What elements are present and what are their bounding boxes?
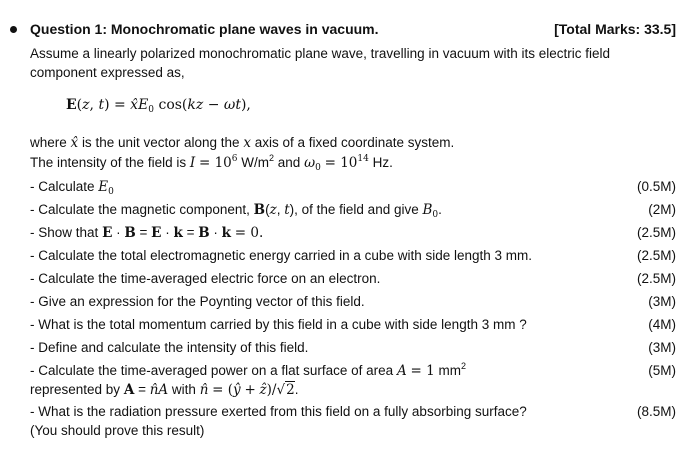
list-item: - What is the radiation pressure exerted from this field on a fully absorbing surface? [30, 404, 527, 419]
unit-vector-definition: where x̂ is the unit vector along the x axis of a fixed coordinate system. [30, 135, 455, 151]
total-marks: [Total Marks: 33.5] [554, 21, 676, 37]
list-item: - Calculate $E_0$ [30, 179, 114, 197]
item-text: - Calculate [30, 179, 95, 194]
item-unit: mm [438, 363, 461, 378]
item-mark: (2.5M) [636, 225, 676, 240]
item-mark: (3M) [648, 340, 676, 355]
where-tail: axis of a fixed coordinate system. [254, 135, 455, 150]
intro-line-2: component expressed as, [30, 65, 185, 80]
electric-field-equation: E(z, $t) = x̂E_0$ cos(kz − ωt), [66, 97, 251, 115]
item-mark: (0.5M) [636, 179, 676, 194]
intensity-statement: The intensity of the field is $I = 10^6$ $W/m^2$ and $\omega_0 = 10^{14}$ Hz. [30, 153, 393, 173]
item-mark: (2.5M) [636, 271, 676, 286]
intensity-prefix: The intensity of the field is [30, 155, 187, 170]
item-mark: (2.5M) [636, 248, 676, 263]
intro-line-1: Assume a linearly polarized monochromatic plane wave, travelling in vacuum with its electric field [30, 46, 611, 61]
item-mark: (3M) [648, 294, 676, 309]
item-text: - Calculate the magnetic component, [30, 202, 250, 217]
list-item: - Calculate the time-averaged power on a flat surface of area A = 1 $mm^2$ [30, 361, 466, 379]
item-mark: (8.5M) [636, 404, 676, 419]
item-mark: (5M) [648, 363, 676, 378]
intensity-unit: W/m [241, 155, 269, 170]
item-text: with [171, 382, 196, 397]
list-item-continuation: (You should prove this result) [30, 423, 205, 438]
item-mark: (4M) [648, 317, 676, 332]
list-item: - Define and calculate the intensity of this field. [30, 340, 309, 355]
and-word: and [277, 155, 301, 170]
list-item: - Show that E · B = E · k = B · k = 0. [30, 225, 264, 241]
where-suffix: is the unit vector along the [81, 135, 240, 150]
item-mark: (2M) [648, 202, 676, 217]
list-item: - What is the total momentum carried by this field in a cube with side length 3 mm ? [30, 317, 527, 332]
question-title: Question 1: Monochromatic plane waves in vacuum. [30, 21, 379, 37]
item-text-b: , of the field and give [294, 202, 419, 217]
list-item: - Calculate the total electromagnetic energy carried in a cube with side length 3 mm. [30, 248, 533, 263]
bullet-icon [10, 26, 17, 33]
freq-unit: Hz. [372, 155, 393, 170]
list-item: - Give an expression for the Poynting vector of this field. [30, 294, 365, 309]
list-item: - Calculate the magnetic component, B(z, t), of the field and give $B_0$. [30, 202, 442, 220]
item-text: - Show that [30, 225, 99, 240]
list-item-continuation: represented by A = n̂A with n̂ = (ŷ + ẑ)/√2. [30, 382, 299, 398]
list-item: - Calculate the time-averaged electric force on an electron. [30, 271, 381, 286]
item-text: represented by [30, 382, 121, 397]
item-text: - Calculate the time-averaged power on a flat surface of area [30, 363, 394, 378]
where-prefix: where [30, 135, 67, 150]
